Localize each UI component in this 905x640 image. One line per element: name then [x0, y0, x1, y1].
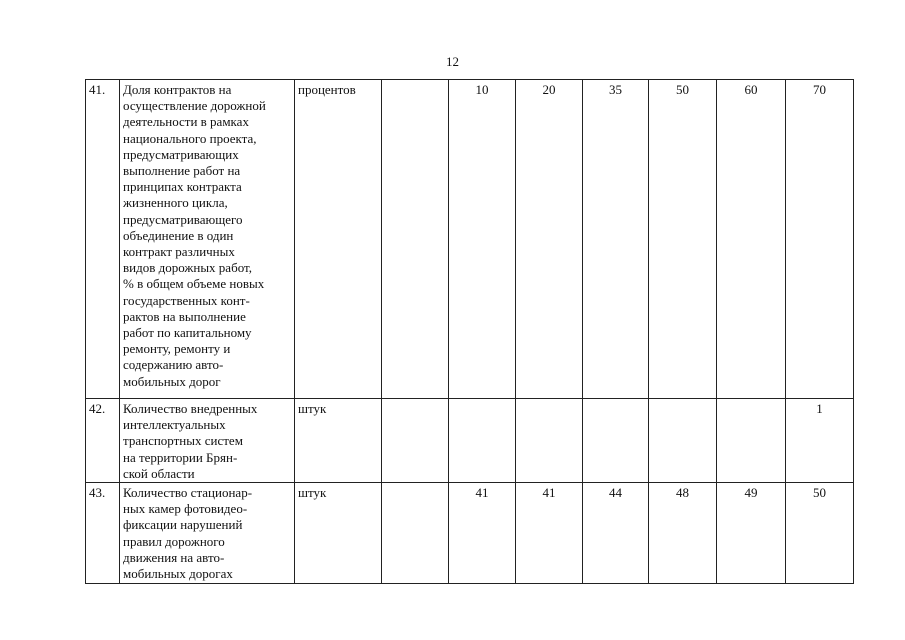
value-cell: 50: [786, 483, 854, 584]
value-cell: 50: [649, 80, 717, 399]
value-cell: 44: [583, 483, 649, 584]
row-number: 41.: [86, 80, 120, 399]
indicators-table: [85, 79, 854, 584]
value-cell: [649, 399, 717, 483]
indicator-name: Количество внедренных интеллектуальных транспортных систем на территории Брян- ской области: [120, 399, 295, 483]
page-number: 12: [446, 54, 459, 69]
value-cell: [382, 80, 449, 399]
unit-cell: процентов: [295, 80, 382, 399]
row-number: 42.: [86, 399, 120, 483]
value-cell: [382, 483, 449, 584]
value-cell: 49: [717, 483, 786, 584]
value-cell: 10: [449, 80, 516, 399]
value-cell: [449, 399, 516, 483]
unit-cell: штук: [295, 483, 382, 584]
value-cell: 60: [717, 80, 786, 399]
unit-cell: штук: [295, 399, 382, 483]
value-cell: 20: [516, 80, 583, 399]
value-cell: 1: [786, 399, 854, 483]
value-cell: [382, 399, 449, 483]
value-cell: 35: [583, 80, 649, 399]
value-cell: [516, 399, 583, 483]
value-cell: 70: [786, 80, 854, 399]
row-number: 43.: [86, 483, 120, 584]
table-row: [86, 399, 854, 483]
value-cell: 41: [516, 483, 583, 584]
value-cell: 48: [649, 483, 717, 584]
value-cell: 41: [449, 483, 516, 584]
table-row: [86, 80, 854, 399]
table-row: [86, 483, 854, 584]
indicator-name: Доля контрактов на осуществление дорожной деятельности в рамках национального проекта, предусматривающих выполнение работ на принципах контракта жизненного цикла, предусматривающего объединение в один контракт различных видов дорожных работ, % в общем объеме новых государственных конт- рактов на выполнение работ по капитальному ремонту, ремонту и содержанию авто- мобильных дорог: [120, 80, 295, 399]
value-cell: [583, 399, 649, 483]
indicator-name: Количество стационар- ных камер фотовидео- фиксации нарушений правил дорожного движения на авто- мобильных дорогах: [120, 483, 295, 584]
value-cell: [717, 399, 786, 483]
